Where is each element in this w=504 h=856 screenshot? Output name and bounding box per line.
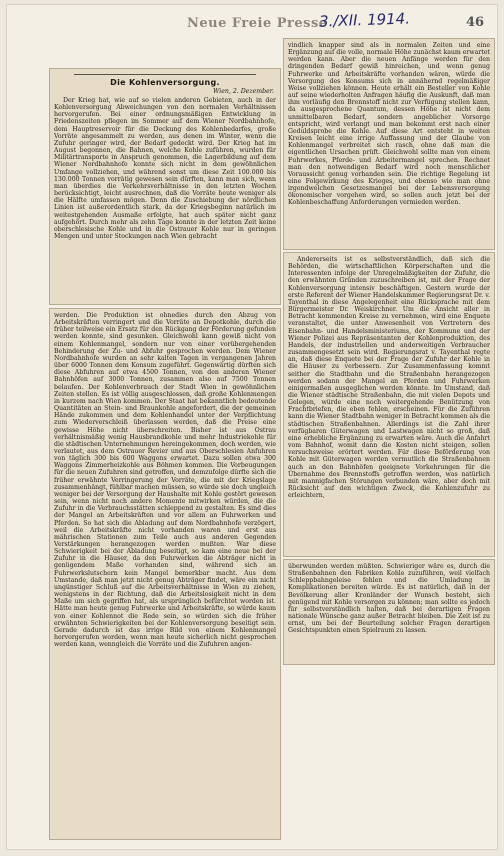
headline-rule: [74, 74, 256, 75]
clipping-col2-bottom: [283, 559, 495, 665]
clipping-text: vindlich knapper sind als in normalen Zeiten und eine Ergänzung auf die volle, normale Höhe zunächst kaum erwartet werden kann. Aber die neuen Anfänge werden für den dringenden Bedarf gewiß hinreichen, und wenn genug Fuhrwerke und Arbeitskräfte vorhanden wären, würde die Versorgung des Konsums sich in annähernd regelmäßiger Weise vollziehen können. Heute erhält ein Besteller von Kohle auf seine wiederholten Anfragen häufig die Auskunft, daß man ihm vorläufig den Brennstoff nicht zur Verfügung stellen kann, da ausgesprochene Quantum, dessen Höhe ist nicht dem unmittelbaren Bedarf, sondern angeblicher Vorsorge entspricht, wird verlangt und man bekommt erst nach einer Geduldsprobe die Kohle. Auf diese Art entsteht in weiten Kreisen leicht eine irrige Auffassung und der Glaube von Kohlenmangel verbreitet sich rasch, ohne daß man die eigentlichen Ursachen prüft. Gleichwohl sollte man von einem Fuhrwerkes, Pferde- und Arbeitermangel sprechen. Rechnet man den notwendigen Bedarf wird noch menschlicher Voraussicht genug vorhanden sein. Die richtige Regelung ist eine Folgewirkung des Krieges, und ebenso wie man ohne irgendwelchen Gesetzesmangel bei der Lebensversorgung ökonomischer vorgehen wird, so sollen auch jetzt bei der Kohlenbeschaffung Anforderungen vermieden werden.: [288, 42, 490, 207]
page-number: 46: [466, 15, 485, 30]
article-dateline: Wien, 2. Dezember.: [213, 88, 274, 95]
clipping-text: überwunden werden müßten. Schwieriger wäre es, durch die Straßenbahnen den Fabriken Kohle zuzuführen, weil vielfach Schleppbahngeleise fehlen und die Umladung in Komplikationen bereiten würde. Es ist natürlich, daß in der Bevölkerung aller Kronländer der Wunsch besteht, sich genügend mit Kohle versorgen zu können; man sollte es jedoch für selbstverständlich halten, daß bei derartigen Fragen nationale Wünsche ganz außer Betracht bleiben. Die Zeit ist zu ernst, um bei der Beurteilung solcher Fragen derartigen Gesichtspunkten einen Spielraum zu lassen.: [288, 563, 490, 635]
clipping-col2-top: [283, 38, 495, 250]
scrapbook-page: [6, 4, 498, 850]
clipping-text: Andererseits ist es selbstverständlich, daß sich die Behörden, die wirtschaftlichen Körperschaften und die Interessenten infolge der Unregelmäßigkeiten der Zufuhr, die den erwähnten Gründen zuzuschreiben ist, mit der Frage der Kohlenversorgung intensiv beschäftigen. Gestern wurde der erste Referent der Wiener Handelskammer Regierungsrat Dr. v. Tayenthal in diese Angelegenheit eine Rücksprache mit dem Bürgermeister Dr. Weiskirchner. Um die Ansicht aller in Betracht kommenden Kreise zu vernehmen, wird eine Enquete veranstaltet, die unter Anwesenheit von Vertretern des Eisenbahn- und Handelsministeriums, der Kommune und der Wiener Polizei aus Repräsentanten der Kohlenproduktion, des Handels, der industriellen und anderweitigen Verbraucher zusammengesetzt sein wird. Regierungsrat v. Tayenthal regte an, daß diese Enquete bei der Frage der Zufuhr der Kohle in die Häuser zu verbessern. Zur Zusammenfassung kommt seither die Stadtbahn und die Straßenbahn herangezogen werden sodann der Mangel an Pferden und Fuhrwerken einigermaßen ausgeglichen werden könnte. Im Umstand, daß die Wiener städtische Straßenbahn, die mit vielen Depots und Gelegen, würde eine noch weitergehende Benützung von Frachtbriefen, die eben fehlen, erscheinen. Für die Zuführen kann die Wiener Stadtbahn weniger in Betracht kommen als die städtischen Straßenbahnen. Allerdings ist die Zahl ihrer verfügbaren Güterwagen und Lastwagen nicht so groß, daß eine erhebliche Ergänzung zu erwarten wäre. Auch die Anfahrt vom Bahnhof, womit dann die Kosten nicht steigen, sollen versuchsweise erörtert werden. Für diese Beförderung von Kohle mit Güterwagen werden vermutlich die Straßenbahnen auch an den Bahnhöfen geeignete Vorkehrungen für die Übernahme des Brennstoffs getroffen werden, was natürlich mit mannigfachen Störungen verbunden wäre, aber doch mit Rücksicht auf den wichtigen Zweck, die Kohlenzufuhr zu erleichtern,: [288, 256, 490, 500]
newspaper-name: Neue Freie Presse: [187, 16, 328, 31]
clipping-col2-mid: [283, 252, 495, 557]
clipping-text: Der Krieg hat, wie auf so vielen anderen Gebieten, auch in der Kohlenversorgung Abweichungen von den normalen Verhältnissen hervorgerufen. Bei einer ordnungsmäßigen Entwicklung in Friedenszeiten pflegen im Sommer auf dem Wiener Nordbahnhofe, dem Hauptreservoir für die Deckung des Kohlenbedarfes, große Vorräte angesammelt zu werden, aus denen im Winter, wenn die Zufuhr geringer wird, der Bedarf gedeckt wird. Der Krieg hat im August begonnen, die Bahnen, welche Kohle zuführen, wurden für Militärtransporte in Anspruch genommen, die Lagerbildung auf dem Wiener Nordbahnhofe konnte sich nicht in dem gewöhnlichen Umfange vollziehen, und während sonst um diese Zeit 100.000 bis 130.000 Tonnen vorrätig gewesen sein dürften, kann man sich, wenn man überdies die Verkehrsverhältnisse in den letzten Wochen berücksichtigt, leicht ausrechnen, daß die Vorräte heute weniger als die Hälfte umfassen mögen. Denn die Zuschiebung der nördlichen Linien ist außerordentlich stark, da der Kriegsbeginn natürlich im weitestgehenden Ausmaße erfolgte, hat auch später nicht ganz aufgehört. Durch mehr als zehn Tage konnte in der letzten Zeit keine oberschlesische Kohle und in die Ostrauer Kohle nur in geringen Mengen und unter Stockungen nach Wien gebracht: [54, 97, 276, 240]
article-title: Die Kohlenversorgung.: [110, 78, 220, 87]
handwritten-date: 3./XII. 1914.: [318, 9, 411, 31]
clipping-col1-top: [49, 68, 281, 305]
clipping-col1-bottom: [49, 308, 281, 840]
clipping-text: werden. Die Produktion ist ohnedies durch den Abzug von Arbeitskräften verringert und die Vorräte an Depotkohle, durch die früher teilweise ein Ersatz für den Rückgang der Förderung gefunden werden konnte, sind gesunken. Gleichwohl kann gewiß nicht von einem Kohlenmangel, sondern nur von einer vorübergehenden Behinderung der Zu- und Abfuhr gesprochen werden. Dem Wiener Nordbahnhofe wurden an sehr kalten Tagen in vergangenen Jahren über 6000 Tonnen dem Konsum zugeführt. Gegenwärtig dürften sich diese Abfuhren auf etwa 4500 Tonnen, von den anderen Wiener Bahnhöfen auf 3000 Tonnen, zusammen also auf 7500 Tonnen belaufen. Der Kohlenverbrauch der Stadt Wien in gewöhnlichen Zeiten stellen. Es ist völlig ausgeschlossen, daß große Kohlenmengen in kurzem nach Wien kommen. Der Staat hat bekanntlich bedeutende Quantitäten an Stein- und Braunkohle angefordert, die der gemeinen Hände zukommen und dem Kohlenhandel unter der Verpflichtung zum Wiederverschleiß überlassen werden, daß die Preise eine gewisse Höhe nicht überschreiten. Bisher ist aus Ostrau verhältnismäßig wenig Hausbrandkohle und mehr Industriekohle für die städtischen Unternehmungen hereingekommen, doch werden, wie verlautet, aus dem Ostrauer Revier und aus Oberschlesien Anfuhren von täglich 300 bis 600 Waggons erwartet. Dazu sollen etwa 300 Waggons Zimmerheizkohle aus Böhmen kommen. Die Vorbeugungen für die neuen Zufuhren sind getroffen, und demzufolge dürfte sich die früher erwähnte Verringerung der Vorräte, die mit der Kriegslage zusammenhängt, fühlbar machen müssen, so würde sie doch ungleich weniger bei der Versorgung der Haushalte mit Kohle gestört gewesen sein, wenn nicht noch andere Momente mitwirken würden, die die Zufuhr in die Verbrauchsstätten schleppend zu gestalten. Es sind dies der Mangel an Arbeitskräften und vor allem an Fuhrwerken und Pferden. So hat sich die Abladung auf dem Nordbahnhofe verzögert, weil die Arbeitskräfte nicht vorhanden waren und erst aus mährischen Stationen zum Teile auch aus anderen Gegenden Verstärkungen herangezogen werden mußten. War diese Schwierigkeit bei der Abladung beseitigt, so kam eine neue bei der Zufuhr in die Häuser, da den Fuhrwerken die Abträger nicht in genügendem Maße vorhanden sind, während sich an Fuhrwerkslutschern kein Mangel bemerkbar macht. Aus dem Umstande, daß man jetzt nicht genug Abträger findet, wäre ein nicht ungünstiger Schluß auf die Arbeitsverhältnisse in Wien zu ziehen, wenigstens in der Richtung, daß die Arbeitslosigkeit nicht in dem Maße um sich gegriffen hat, als ursprünglich befürchtet worden ist. Hätte man heute genug Fuhrwerke und Arbeitskräfte, so würde kaum von einer Kohlennot die Rede sein, so würden sich die früher erwähnten Schwierigkeiten bei der Kohlenversorgung beseitigt sein. Gerade dadurch ist das irrige Bild von einem Kohlenmangel hervorgerufen worden, wenn man heute sicherlich nicht gesprochen werden kann, wenngleich die Vorräte und die Zufuhren angen-: [54, 312, 276, 649]
